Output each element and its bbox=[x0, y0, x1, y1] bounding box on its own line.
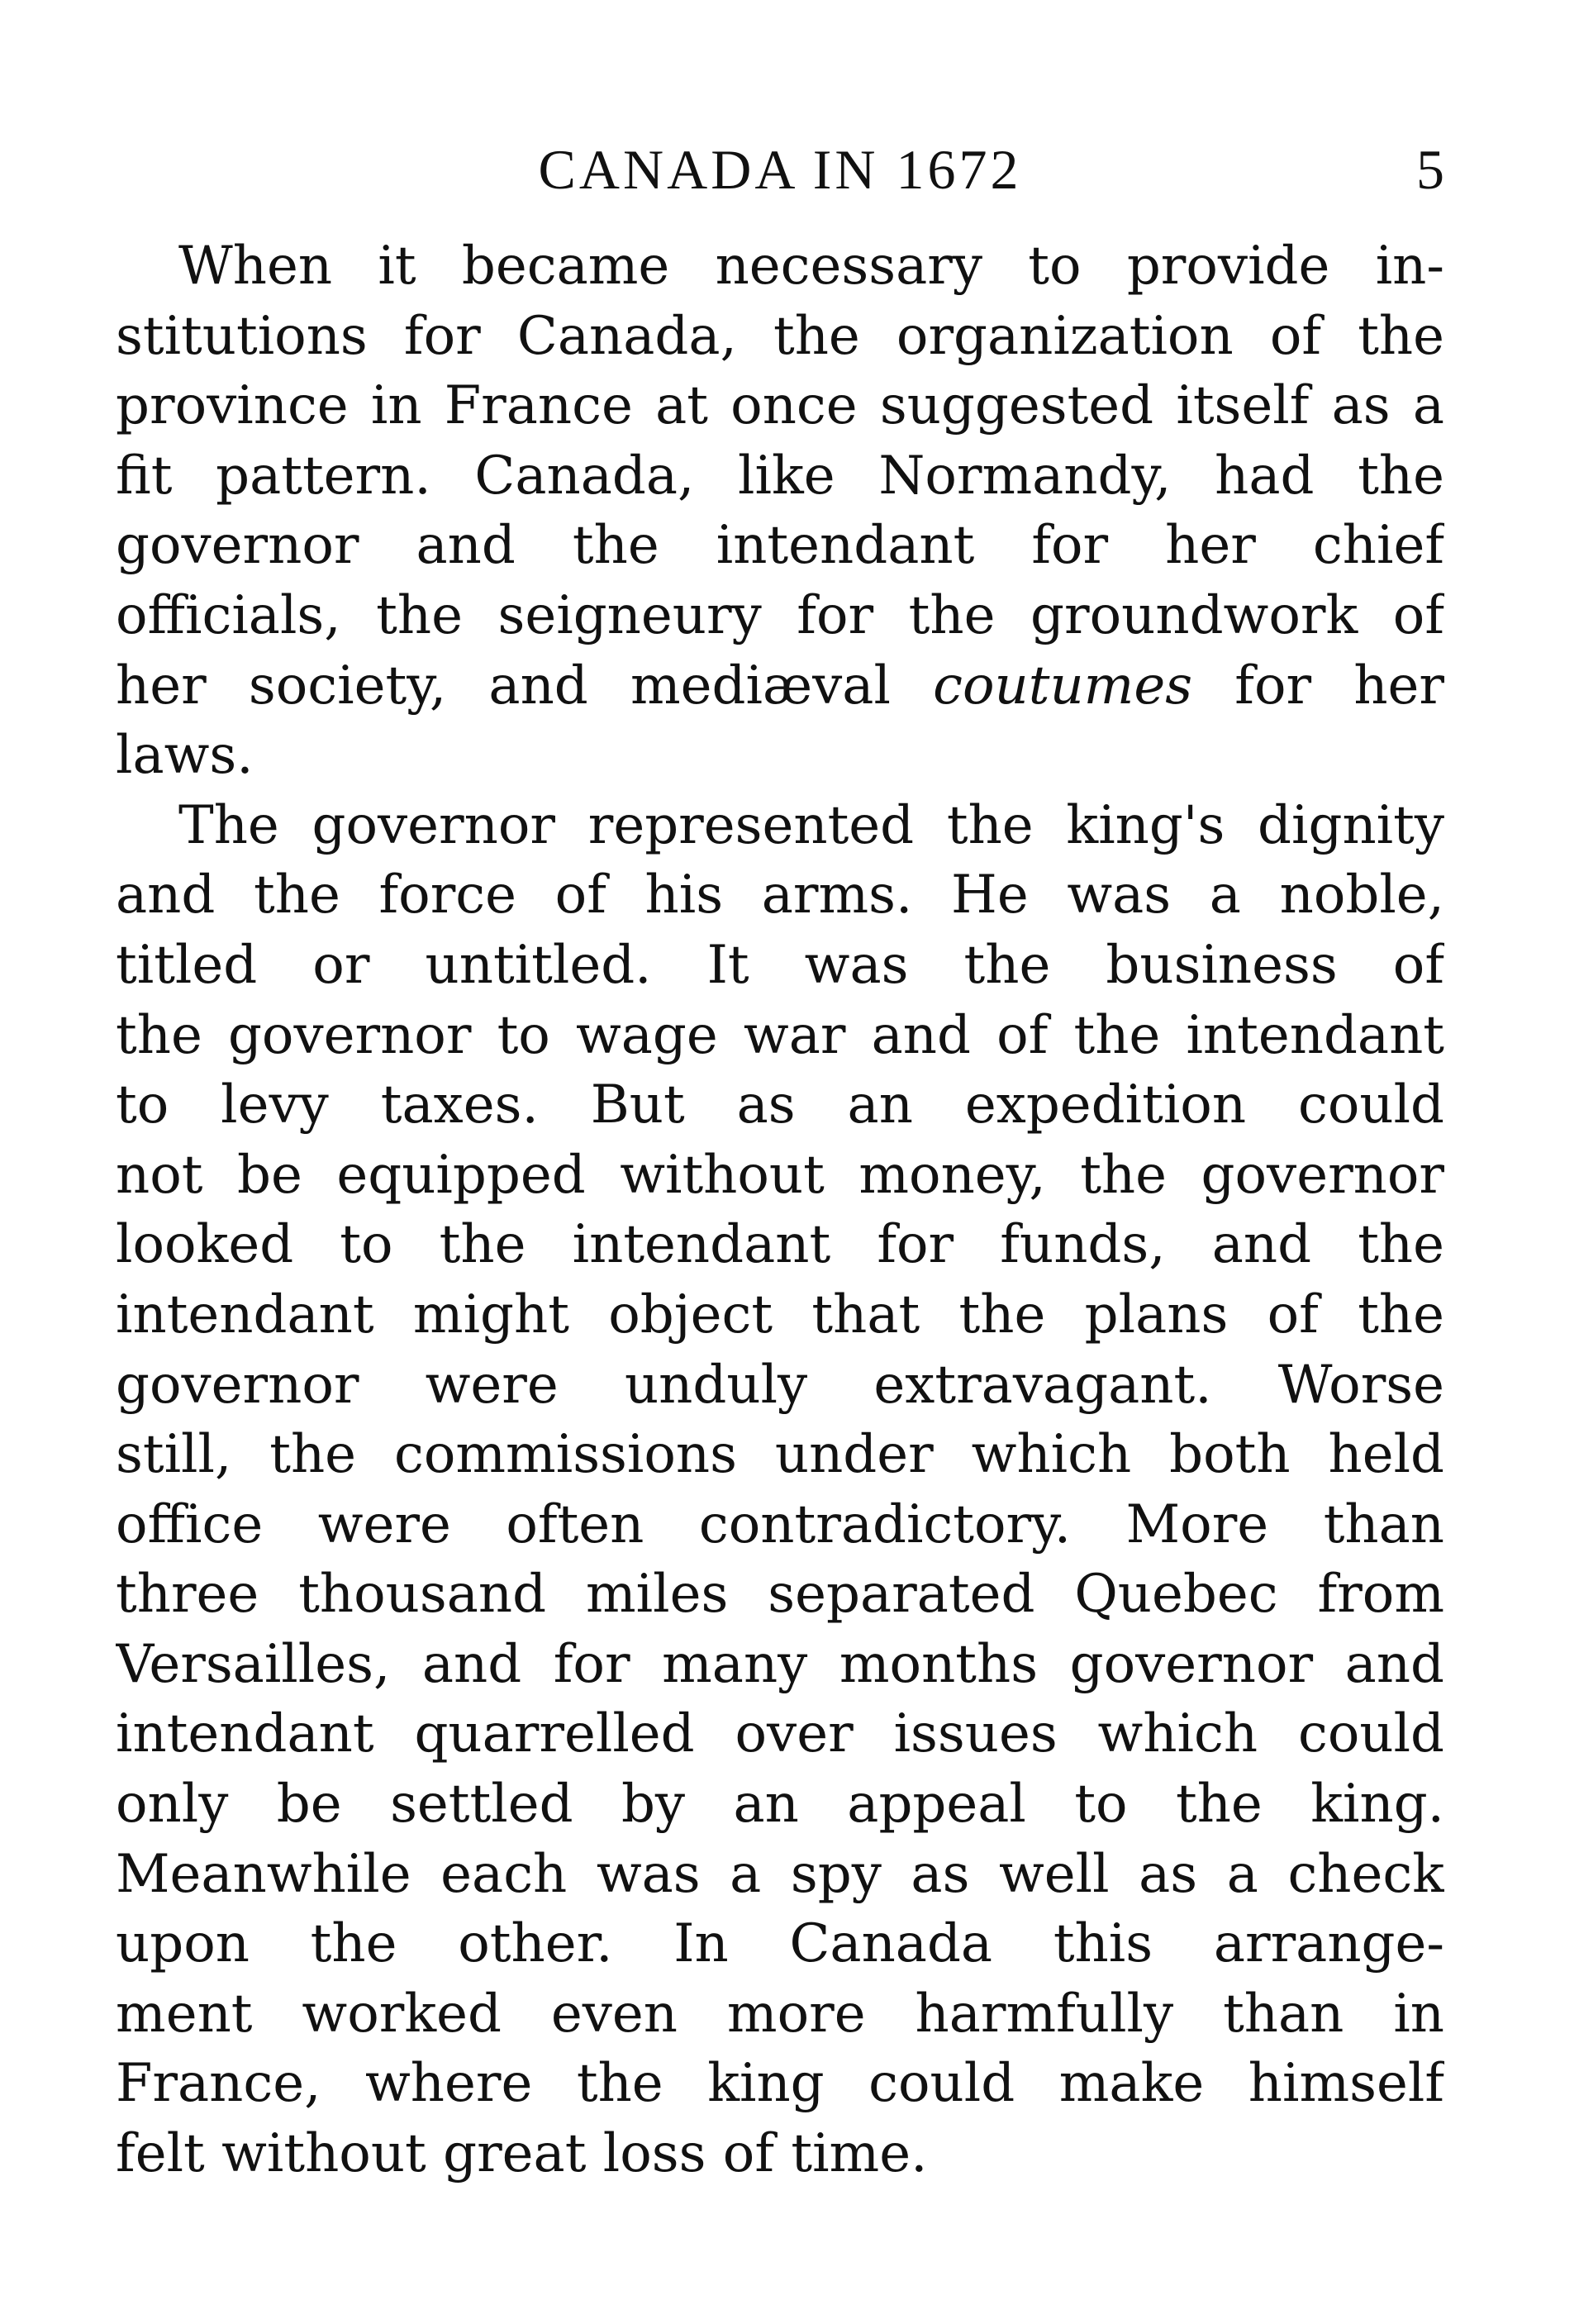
text-line-end: for her bbox=[1192, 655, 1444, 717]
text-line: upon the other. In Canada this arrange- bbox=[116, 1913, 1444, 1975]
page-number: 5 bbox=[1416, 138, 1444, 201]
running-head-title: CANADA IN 1672 bbox=[538, 138, 1022, 201]
text-line: and the force of his arms. He was a noble, bbox=[116, 864, 1444, 926]
text-line: to levy taxes. But as an expedition could bbox=[116, 1074, 1444, 1136]
text-line-start: her society, and mediæval bbox=[116, 655, 934, 717]
text-line: France, where the king could make himself bbox=[116, 2053, 1444, 2115]
paragraph-1 bbox=[116, 231, 1444, 791]
text-line bbox=[116, 651, 1444, 721]
text-line: not be equipped without money, the governor bbox=[116, 1144, 1444, 1206]
text-line: intendant quarrelled over issues which could bbox=[116, 1703, 1444, 1765]
paragraph-2 bbox=[116, 791, 1444, 2189]
text-line: three thousand miles separated Quebec from bbox=[116, 1564, 1444, 1626]
text-line: titled or untitled. It was the business of bbox=[116, 934, 1444, 996]
text-line: Versailles, and for many months governor and bbox=[116, 1633, 1444, 1695]
text-line: The governor represented the king's dignity bbox=[178, 794, 1444, 856]
text-line: governor were unduly extravagant. Worse bbox=[116, 1354, 1444, 1416]
italic-term: coutumes bbox=[933, 655, 1193, 717]
text-line: stitutions for Canada, the organization of the bbox=[116, 305, 1444, 367]
text-line: felt without great loss of time. bbox=[116, 2123, 928, 2185]
text-line: only be settled by an appeal to the king. bbox=[116, 1774, 1444, 1836]
running-head bbox=[116, 132, 1444, 207]
text-line: laws. bbox=[116, 725, 254, 787]
body-text bbox=[116, 231, 1444, 2189]
text-line: the governor to wage war and of the intendant bbox=[116, 1004, 1444, 1066]
text-line: When it became necessary to provide in- bbox=[178, 236, 1444, 297]
text-line: Meanwhile each was a spy as well as a check bbox=[116, 1843, 1444, 1905]
text-line: officials, the seigneury for the groundwork of bbox=[116, 584, 1444, 646]
text-line: still, the commissions under which both held bbox=[116, 1424, 1444, 1486]
text-line: looked to the intendant for funds, and the bbox=[116, 1214, 1444, 1276]
text-line: ment worked even more harmfully than in bbox=[116, 1983, 1444, 2045]
text-line: office were often contradictory. More than bbox=[116, 1493, 1444, 1555]
text-line: intendant might object that the plans of the bbox=[116, 1283, 1444, 1345]
text-line: province in France at once suggested itself as a bbox=[116, 375, 1444, 437]
text-line: governor and the intendant for her chief bbox=[116, 515, 1444, 577]
text-line: fit pattern. Canada, like Normandy, had the bbox=[116, 445, 1444, 507]
